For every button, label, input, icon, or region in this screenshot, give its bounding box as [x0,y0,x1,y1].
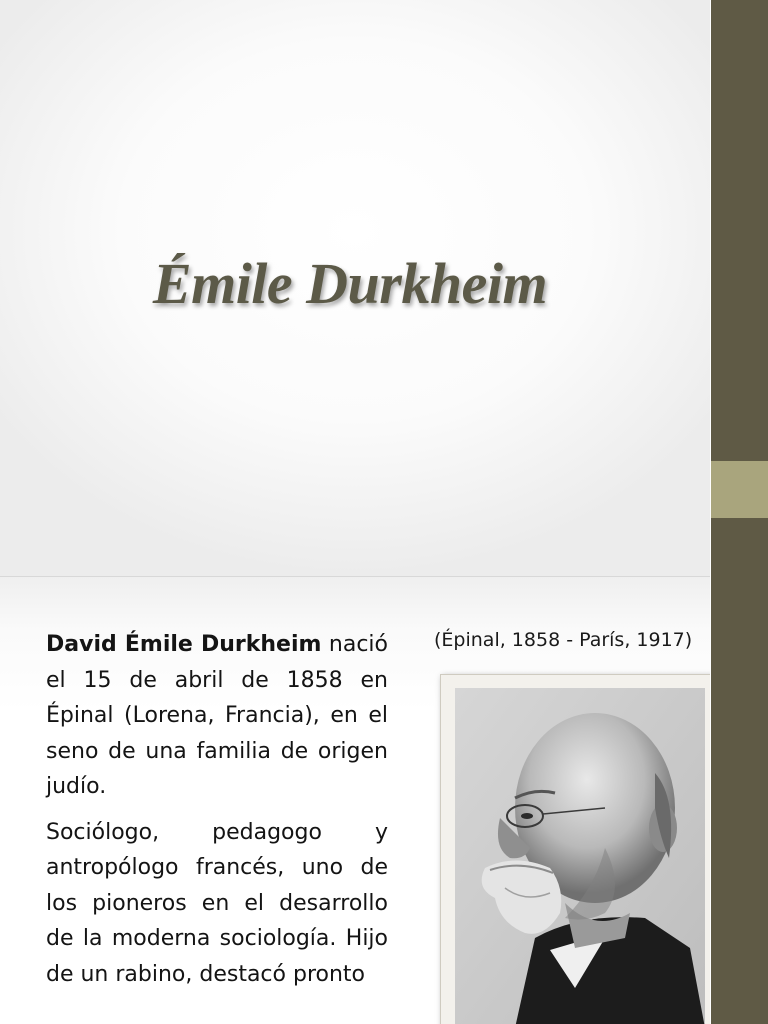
slide-title: Émile Durkheim [152,251,548,316]
birth-info: nació el 15 de abril de 1858 en Épinal (Lorena, Francia), en el seno de una familia de origen judío. [46,632,388,799]
biography-paragraph-1 [46,627,388,805]
portrait-frame [440,674,710,1024]
portrait-image [455,688,705,1024]
full-name: David Émile Durkheim [46,632,322,657]
biography-text [46,627,388,1002]
decorative-side-accent [711,461,768,518]
biography-slide [0,577,710,1024]
biography-paragraph-2: Sociólogo, pedagogo y antropólogo francés, uno de los pioneros en el desarrollo de la moderna sociología. Hijo de un rabino, destacó pronto [46,819,388,987]
portrait-illustration [455,688,705,1024]
photo-caption: (Épinal, 1858 - París, 1917) [434,629,693,651]
